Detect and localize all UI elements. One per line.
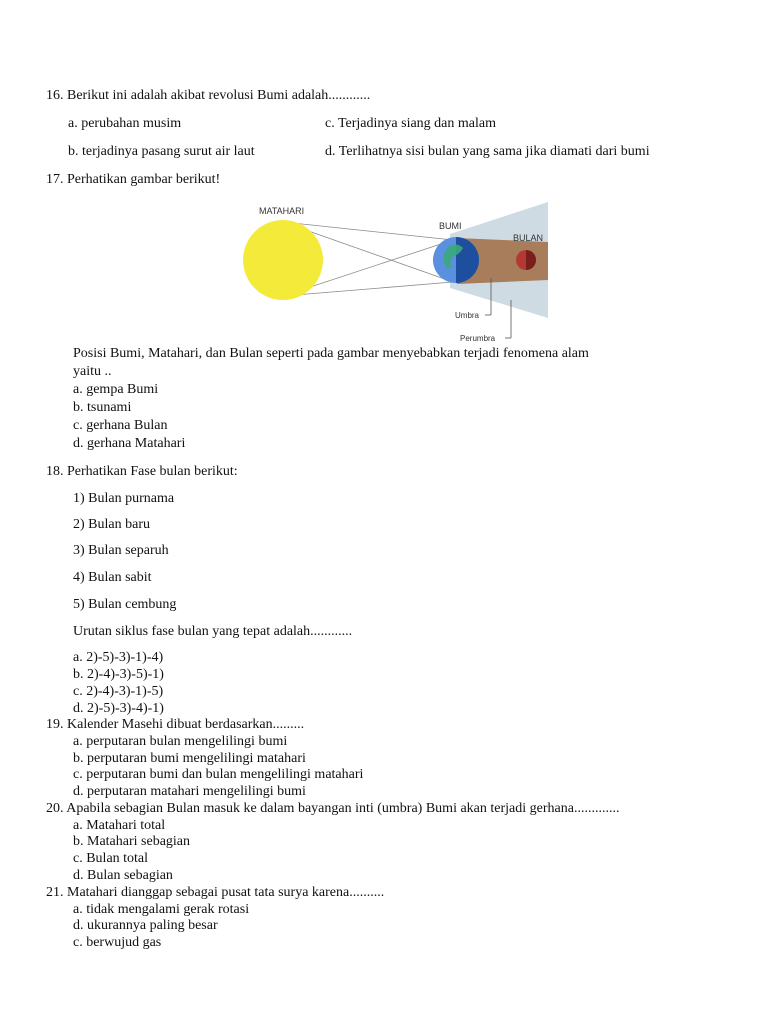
sun-shape [243, 220, 323, 300]
question-17-option-b: b. tsunami [73, 400, 132, 415]
question-20-option-d: d. Bulan sebagian [73, 868, 173, 883]
question-18-question: Urutan siklus fase bulan yang tepat adalah............ [73, 624, 353, 639]
question-20-option-c: c. Bulan total [73, 851, 149, 866]
question-18-option-b: b. 2)-4)-3)-5)-1) [73, 667, 164, 682]
question-20-stem: 20. Apabila sebagian Bulan masuk ke dalam bayangan inti (umbra) Bumi akan terjadi gerhana............. [46, 801, 620, 816]
question-17-text-line1: Posisi Bumi, Matahari, dan Bulan seperti pada gambar menyebabkan terjadi fenomena alam [73, 346, 589, 361]
eclipse-diagram [235, 198, 555, 346]
question-16-option-b: b. terjadinya pasang surut air laut [68, 144, 255, 159]
question-21-option-a: a. tidak mengalami gerak rotasi [73, 902, 250, 917]
question-17-option-c: c. gerhana Bulan [73, 418, 168, 433]
question-17-stem: 17. Perhatikan gambar berikut! [46, 172, 221, 187]
moon-phase-item: 1) Bulan purnama [73, 491, 175, 506]
question-20-option-a: a. Matahari total [73, 818, 166, 833]
earth-label: BUMI [439, 221, 462, 231]
question-19-stem: 19. Kalender Masehi dibuat berdasarkan......... [46, 717, 305, 732]
sun-label: MATAHARI [259, 206, 305, 216]
moon-phase-item: 4) Bulan sabit [73, 570, 152, 585]
question-18-option-a: a. 2)-5)-3)-1)-4) [73, 650, 164, 665]
question-21-option-d: d. ukurannya paling besar [73, 918, 218, 933]
question-19-option-b: b. perputaran bumi mengelilingi matahari [73, 751, 306, 766]
question-16-option-d: d. Terlihatnya sisi bulan yang sama jika diamati dari bumi [325, 144, 650, 159]
question-16-option-c: c. Terjadinya siang dan malam [325, 116, 496, 131]
question-17-text-line2: yaitu .. [73, 364, 112, 379]
umbra-label: Umbra [455, 311, 480, 320]
moon-phase-item: 3) Bulan separuh [73, 543, 169, 558]
question-20-option-b: b. Matahari sebagian [73, 834, 191, 849]
question-16-option-a: a. perubahan musim [68, 116, 182, 131]
moon-phase-item: 5) Bulan cembung [73, 597, 177, 612]
question-18-option-c: c. 2)-4)-3)-1)-5) [73, 684, 164, 699]
moon-phase-item: 2) Bulan baru [73, 517, 150, 532]
question-19-option-c: c. perputaran bumi dan bulan mengelilingi matahari [73, 767, 364, 782]
question-17-option-d: d. gerhana Matahari [73, 436, 186, 451]
question-16-stem: 16. Berikut ini adalah akibat revolusi Bumi adalah............ [46, 88, 371, 103]
question-19-option-d: d. perputaran matahari mengelilingi bumi [73, 784, 306, 799]
question-18-option-d: d. 2)-5)-3)-4)-1) [73, 701, 164, 716]
question-21-option-c: c. berwujud gas [73, 935, 162, 950]
moon-label: BULAN [513, 233, 544, 243]
question-21-stem: 21. Matahari dianggap sebagai pusat tata surya karena.......... [46, 885, 385, 900]
question-19-option-a: a. perputaran bulan mengelilingi bumi [73, 734, 288, 749]
question-17-option-a: a. gempa Bumi [73, 382, 159, 397]
penumbra-label: Perumbra [460, 334, 496, 343]
question-18-stem: 18. Perhatikan Fase bulan berikut: [46, 464, 238, 479]
